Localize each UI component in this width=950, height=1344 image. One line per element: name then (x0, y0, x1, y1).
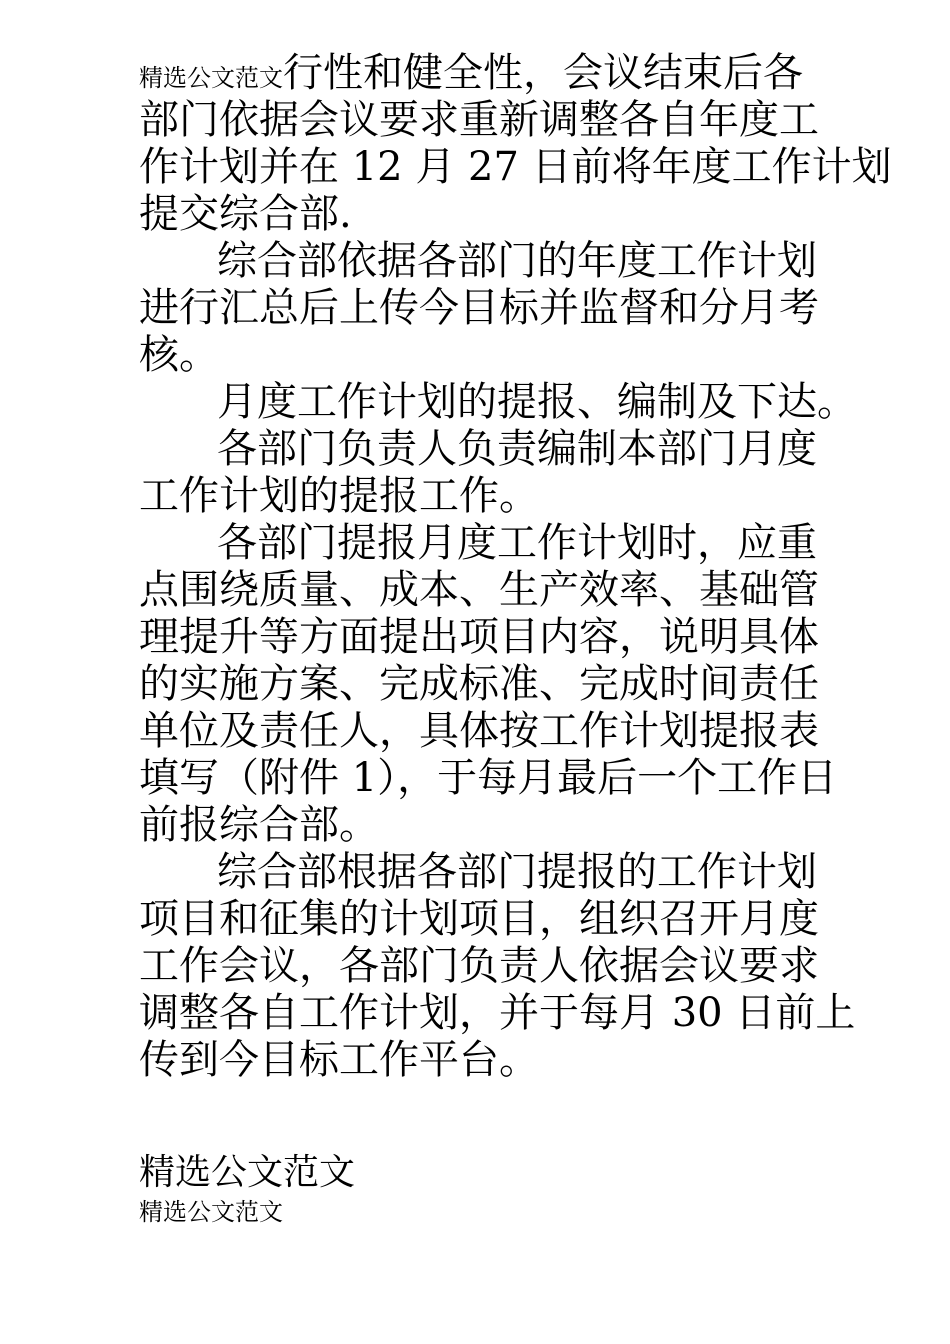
header-watermark: 精选公文范文 (139, 64, 283, 92)
paragraph-line: 进行汇总后上传今目标并监督和分月考 (139, 285, 819, 331)
paragraph-line: 的实施方案、完成标准、完成时间责任 (139, 661, 819, 707)
paragraph-line: 前报综合部。 (139, 802, 379, 848)
footer-watermark-large: 精选公文范文 (139, 1152, 356, 1193)
paragraph-line: 部门依据会议要求重新调整各自年度工 (139, 97, 819, 143)
paragraph-line: 工作会议，各部门负责人依据会议要求 (139, 943, 819, 989)
paragraph-line: 各部门负责人负责编制本部门月度 (217, 426, 817, 472)
paragraph-line: 项目和征集的计划项目，组织召开月度 (139, 896, 819, 942)
paragraph-line: 作计划并在 12 月 27 日前将年度工作计划 (139, 144, 892, 190)
paragraph-line: 月度工作计划的提报、编制及下达。 (217, 379, 857, 425)
paragraph-line: 工作计划的提报工作。 (139, 473, 539, 519)
body-text (139, 50, 892, 1084)
paragraph-line: 填写（附件 1），于每月最后一个工作日 (139, 755, 838, 801)
paragraph-line: 综合部依据各部门的年度工作计划 (217, 238, 817, 284)
paragraph-line: 各部门提报月度工作计划时，应重 (217, 520, 817, 566)
footer-watermark-small: 精选公文范文 (139, 1198, 283, 1226)
paragraph-line: 提交综合部. (139, 191, 352, 237)
paragraph-line: 核。 (139, 332, 219, 378)
paragraph-line: 理提升等方面提出项目内容，说明具体 (139, 614, 819, 660)
paragraph-line: 传到今目标工作平台。 (139, 1037, 539, 1083)
paragraph-line: 单位及责任人，具体按工作计划提报表 (139, 708, 819, 754)
paragraph-line: 综合部根据各部门提报的工作计划 (217, 849, 817, 895)
paragraph-line: 精选公文范文行性和健全性，会议结束后各 (139, 50, 803, 96)
paragraph-line: 点围绕质量、成本、生产效率、基础管 (139, 567, 819, 613)
paragraph-line: 调整各自工作计划，并于每月 30 日前上 (139, 990, 856, 1036)
